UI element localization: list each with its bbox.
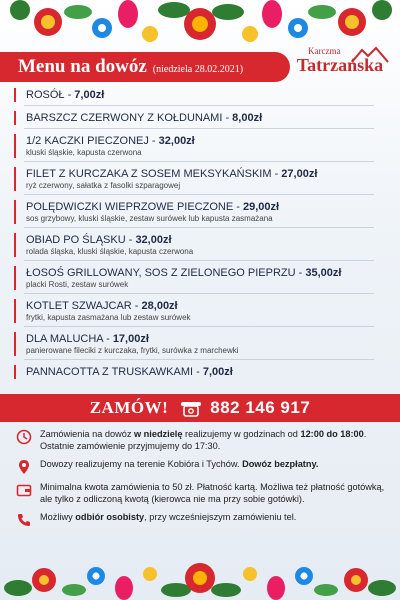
brand-name: Tatrzańska: [296, 55, 384, 75]
divider: [24, 326, 374, 327]
phone-number[interactable]: 882 146 917: [210, 398, 311, 417]
divider: [24, 105, 374, 106]
menu-item: BARSZCZ CZERWONY Z KOŁDUNAMI - 8,00zł: [14, 111, 386, 125]
divider: [24, 293, 374, 294]
menu-item-price: 29,00zł: [242, 201, 280, 213]
menu-item-price: 7,00zł: [74, 89, 105, 101]
info-text-bold: odbiór osobisty: [75, 512, 145, 522]
phone-icon: [180, 399, 202, 417]
menu-item-price: 7,00zł: [202, 366, 233, 378]
menu-item-description: panierowane fileciki z kurczaka, frytki, surówka z marchewki: [26, 346, 239, 355]
menu-item: FILET Z KURCZAKA Z SOSEM MEKSYKAŃSKIM - 27,00zł ryż czerwony, sałatka z fasolki szparagowej: [14, 167, 386, 191]
menu-item-price: 17,00zł: [112, 333, 149, 345]
info-delivery: [16, 458, 388, 475]
location-pin-icon: [16, 459, 32, 475]
info-text: . Ostatnie zamówienie przyjmujemy do 17:30.: [40, 429, 367, 451]
wallet-icon: [16, 482, 32, 498]
clock-icon: [16, 429, 32, 445]
floral-decoration-bottom: [0, 544, 400, 600]
info-hours: [16, 428, 388, 452]
menu-item: ŁOSOŚ GRILLOWANY, SOS Z ZIELONEGO PIEPRZU - 35,00zł placki Rosti, zestaw surówek: [14, 266, 386, 290]
divider: [24, 128, 374, 129]
info-section: [16, 428, 388, 534]
menu-item: 1/2 KACZKI PIECZONEJ - 32,00zł kluski śląskie, kapusta czerwona: [14, 134, 386, 158]
menu-item-name: FILET Z KURCZAKA Z SOSEM MEKSYKAŃSKIM: [26, 168, 272, 180]
info-text: Minimalna kwota zamówienia to 50 zł. Płatność kartą. Możliwa też płatność gotówką, ale tylko z odliczoną kwotą (kierowca nie ma przy sobie gotówki).: [40, 482, 385, 504]
menu-item: ROSÓŁ - 7,00zł: [14, 88, 386, 102]
menu-item-price: 32,00zł: [158, 135, 195, 147]
menu-item-name: KOTLET SZWAJCAR: [26, 300, 132, 312]
menu-item-description: placki Rosti, zestaw surówek: [26, 280, 129, 289]
info-pickup: [16, 511, 388, 528]
info-text: realizujemy w godzinach od: [182, 429, 301, 439]
menu-item-price: 32,00zł: [135, 234, 172, 246]
menu-item-name: ŁOSOŚ GRILLOWANY, SOS Z ZIELONEGO PIEPRZU: [26, 267, 296, 279]
menu-item: POLĘDWICZKI WIEPRZOWE PIECZONE - 29,00zł sos grzybowy, kluski śląskie, zestaw surówek lub kapusta zasmażana: [14, 200, 386, 224]
menu-item-name: BARSZCZ CZERWONY Z KOŁDUNAMI: [26, 112, 223, 124]
menu-item-description: frytki, kapusta zasmażana lub zestaw surówek: [26, 313, 191, 322]
brand-small: Karczma: [308, 46, 341, 56]
menu-item: DLA MALUCHA - 17,00zł panierowane fileciki z kurczaka, frytki, surówka z marchewki: [14, 332, 386, 356]
info-text: Dowozy realizujemy na terenie Kobióra i Tychów.: [40, 459, 243, 469]
menu-item-name: ROSÓŁ: [26, 89, 65, 101]
divider: [24, 260, 374, 261]
page-subtitle: (niedziela 28.02.2021): [152, 63, 244, 75]
menu-item-name: POLĘDWICZKI WIEPRZOWE PIECZONE: [26, 201, 234, 213]
menu-item-description: rolada śląska, kluski śląskie, kapusta czerwona: [26, 247, 194, 256]
menu-list: [14, 88, 386, 379]
info-text-bold: 12:00 do 18:00: [300, 429, 364, 439]
menu-item: OBIAD PO ŚLĄSKU - 32,00zł rolada śląska, kluski śląskie, kapusta czerwona: [14, 233, 386, 257]
brand-logo: [290, 46, 390, 74]
menu-item-name: DLA MALUCHA: [26, 333, 104, 345]
menu-item-description: kluski śląskie, kapusta czerwona: [26, 148, 142, 157]
info-text-bold: Dowóz bezpłatny.: [242, 459, 319, 469]
menu-item: PANNACOTTA Z TRUSKAWKAMI - 7,00zł: [14, 365, 386, 379]
menu-item-description: sos grzybowy, kluski śląskie, zestaw surówek lub kapusta zasmażana: [26, 214, 273, 223]
info-text: Możliwy: [40, 512, 76, 522]
menu-item-price: 27,00zł: [281, 168, 318, 180]
menu-header: [0, 52, 290, 82]
menu-item-name: PANNACOTTA Z TRUSKAWKAMI: [26, 366, 194, 378]
divider: [24, 227, 374, 228]
menu-item-price: 8,00zł: [232, 112, 263, 124]
menu-item-name: 1/2 KACZKI PIECZONEJ: [26, 135, 149, 147]
menu-item-price: 35,00zł: [305, 267, 342, 279]
info-text: Zamówienia na dowóz: [40, 429, 134, 439]
info-text-bold: w niedzielę: [133, 429, 183, 439]
menu-item-name: OBIAD PO ŚLĄSKU: [26, 234, 126, 246]
info-payment: [16, 481, 388, 505]
divider: [24, 161, 374, 162]
menu-item-description: ryż czerwony, sałatka z fasolki szparagowej: [26, 181, 181, 190]
order-bar[interactable]: [0, 394, 400, 422]
divider: [24, 194, 374, 195]
menu-item: KOTLET SZWAJCAR - 28,00zł frytki, kapusta zasmażana lub zestaw surówek: [14, 299, 386, 323]
info-text: , przy wcześniejszym zamówieniu tel.: [144, 512, 297, 522]
page-title: Menu na dowóz: [18, 56, 147, 77]
menu-item-price: 28,00zł: [141, 300, 178, 312]
phone-icon: [16, 512, 32, 528]
order-label: ZAMÓW!: [89, 398, 169, 417]
divider: [24, 359, 374, 360]
